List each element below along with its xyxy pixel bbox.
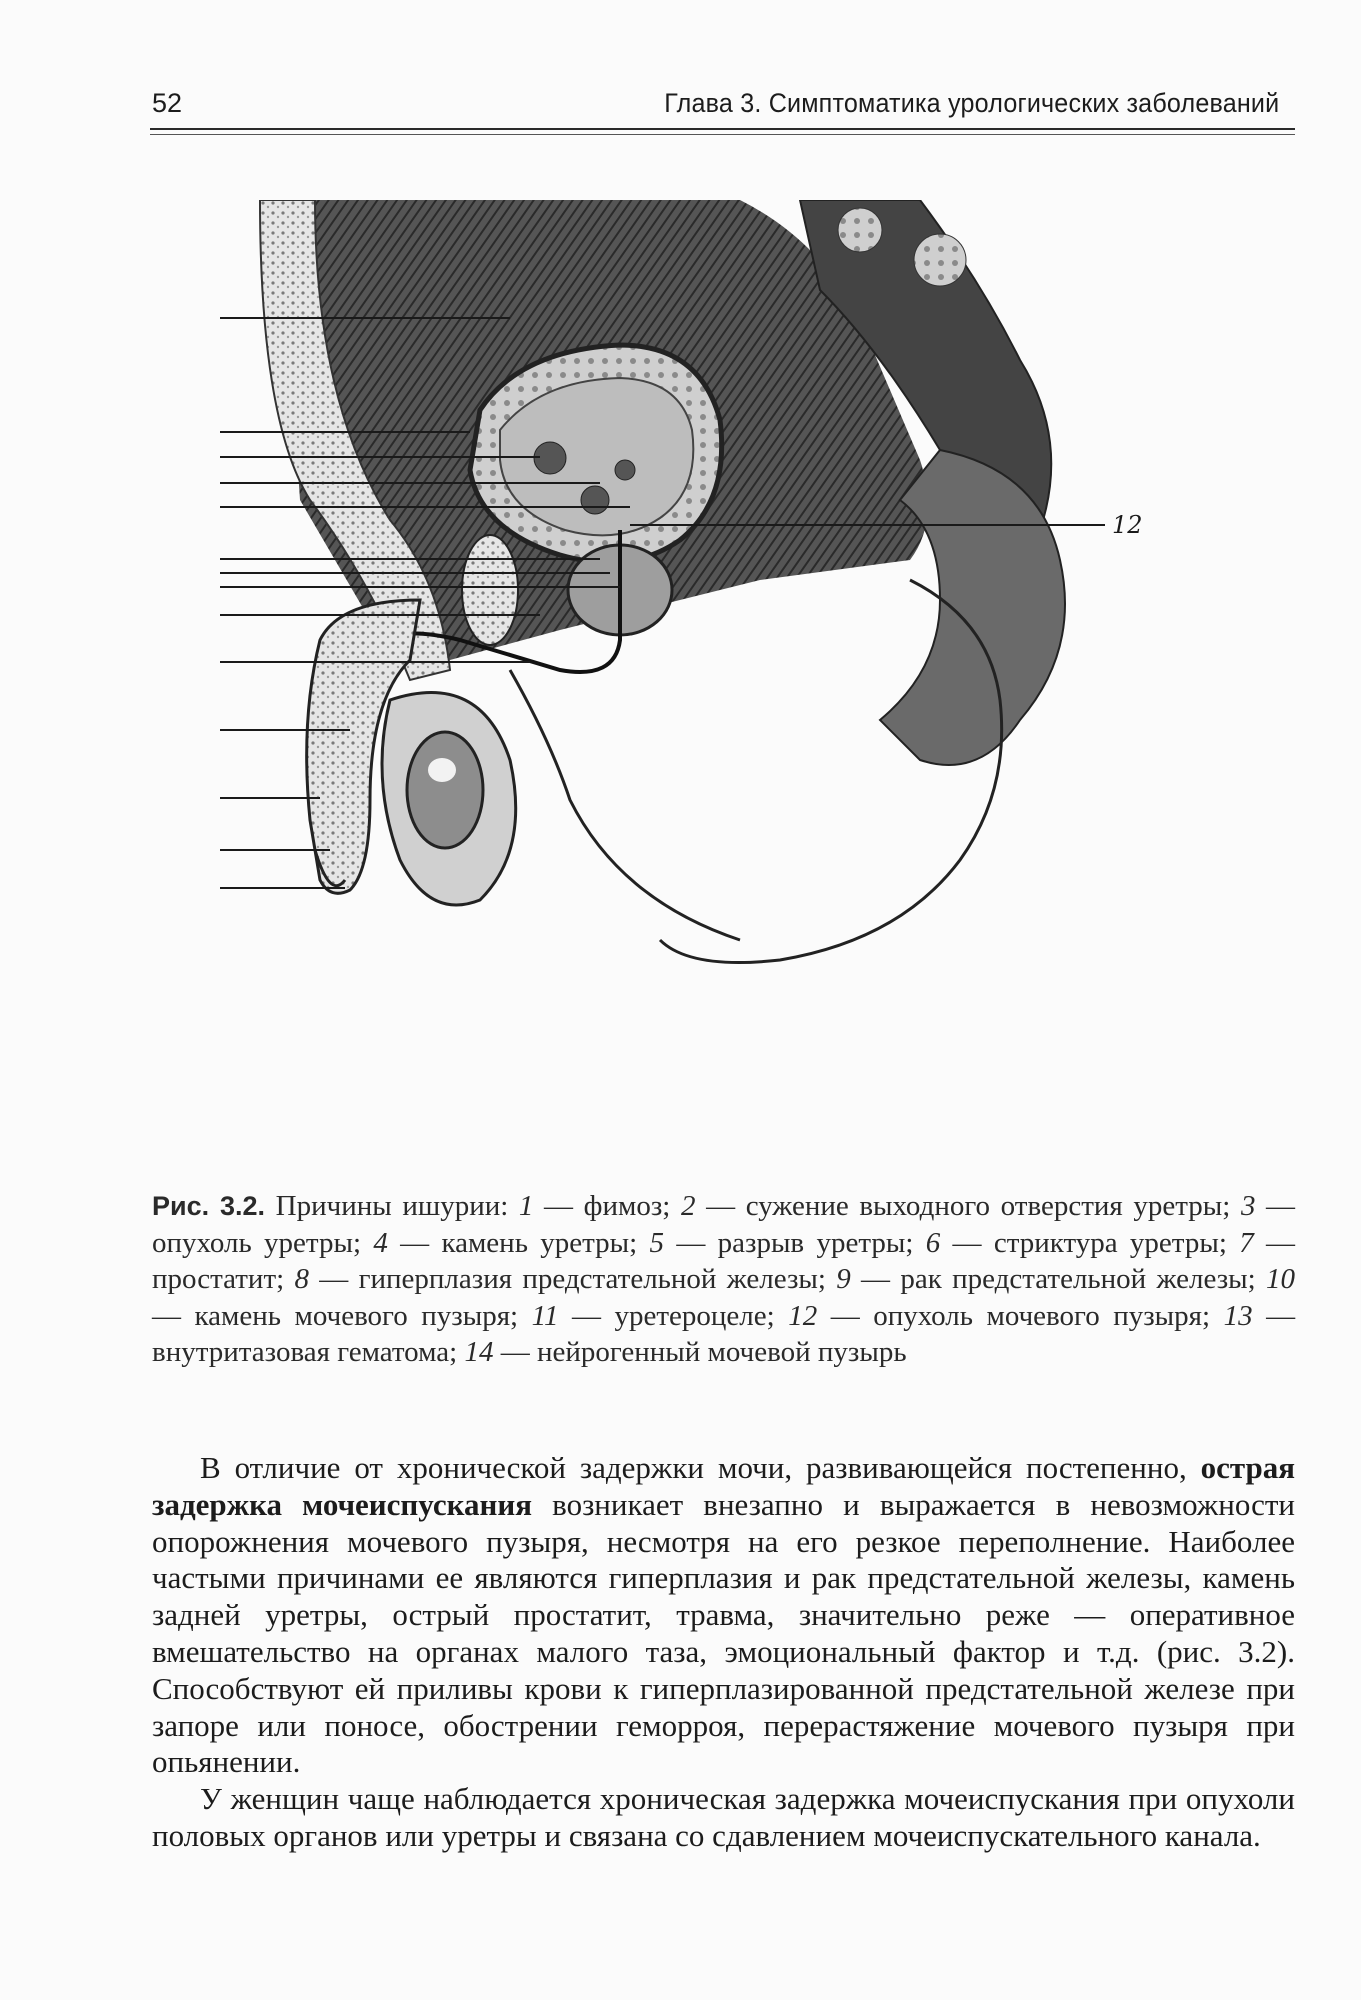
running-header-title: Глава 3. Симптоматика урологических заболеваний	[663, 88, 1279, 118]
caption-item-text: гиперплазия предстательной железы	[358, 1263, 818, 1295]
caption-item-text: опухоль мочевого пузыря	[873, 1299, 1202, 1332]
paragraph-text: возникает внезапно и выражается в невозможности опорожнения мочевого пузыря, несмотря на его резкое переполнение. Наиболее частыми причинами ее являются гиперплазия и рак предстательной железы, камень задней уретры, острый простатит, травма, значительно реже — оперативное вмешательство на органах малого таза, эмоциональный фактор и т.д. (рис. 3.2). Способствуют ей приливы крови к гиперплазированной предстательной железе при запоре или поносе, обострении геморроя, перерастяжение мочевого пузыря при опьянении.	[152, 1486, 1295, 1780]
caption-item-text: стриктура уретры	[993, 1226, 1219, 1259]
testis	[407, 732, 483, 848]
bold-term: острая задержка мочеиспускания	[152, 1450, 1295, 1522]
caption-item-number: 13	[1223, 1299, 1253, 1332]
caption-item-text: камень уретры	[441, 1226, 630, 1259]
figure-caption: Рис. 3.2. Причины ишурии: 1 — фимоз; 2 — сужение выходного отверстия уретры; 3 — опухоль уретры; 4 — камень уретры; 5 — разрыв уретры; 6 — стриктура уретры; 7 — простатит; 8 — гиперплазия предстательной железы; 9 — рак предстательной железы; 10 — камень мочевого пузыря; 11 — уретероцеле; 12 — опухоль мочевого пузыря; 13 — внутритазовая гематома; 14 — нейрогенный мочевой пузырь	[152, 1190, 1296, 1368]
caption-item-number: 7	[1239, 1226, 1254, 1259]
paragraph	[152, 1781, 1295, 1855]
caption-item-number: 6	[925, 1226, 941, 1259]
pubic-bone	[462, 535, 518, 645]
caption-item-number: 1	[518, 1190, 534, 1222]
caption-item-number: 12	[788, 1299, 818, 1332]
body-text	[152, 1450, 1295, 1855]
figure-label: 12	[1112, 511, 1143, 539]
caption-item-text: разрыв уретры	[717, 1226, 906, 1259]
caption-item-number: 3	[1240, 1190, 1256, 1222]
pelvis-sagittal-illustration	[220, 200, 1180, 1150]
caption-item-number: 2	[680, 1190, 696, 1222]
caption-item-text: нейрогенный мочевой пузырь	[536, 1336, 907, 1368]
caption-item-text: уретероцеле	[614, 1299, 767, 1332]
caption-item-number: 8	[294, 1263, 309, 1295]
caption-item-number: 4	[373, 1226, 388, 1259]
paragraph-text: У женщин чаще наблюдается хроническая задержка мочеиспускания при опухоли половых органов или уретры и связана со сдавлением мочеиспускательного канала.	[152, 1781, 1295, 1853]
caption-item-text: опухоль уретры	[152, 1226, 353, 1259]
caption-item-number: 10	[1266, 1263, 1295, 1295]
anatomy-figure	[220, 200, 1180, 1150]
caption-label: Рис. 3.2.	[152, 1191, 266, 1221]
caption-item-number: 14	[464, 1336, 494, 1368]
caption-item-text: камень мочевого пузыря	[194, 1299, 511, 1332]
page-number: 52	[152, 88, 183, 118]
caption-item-number: 5	[649, 1226, 664, 1259]
caption-item-text: простатит	[152, 1263, 277, 1295]
header-rule	[150, 128, 1295, 130]
caption-intro: Причины ишурии:	[275, 1190, 509, 1222]
header-rule-thin	[150, 134, 1295, 135]
paragraph-text: В отличие от хронической задержки мочи, развивающейся постепенно,	[200, 1450, 1187, 1485]
caption-item-number: 11	[531, 1299, 559, 1332]
caption-item-number: 9	[836, 1263, 851, 1295]
caption-item-text: фимоз	[583, 1190, 663, 1222]
paragraph	[152, 1450, 1295, 1781]
caption-item-text: сужение выходного отверстия уретры	[745, 1190, 1223, 1222]
caption-item-text: рак предстательной железы	[900, 1263, 1248, 1295]
caption-item-text: внутритазовая гематома	[152, 1336, 450, 1368]
